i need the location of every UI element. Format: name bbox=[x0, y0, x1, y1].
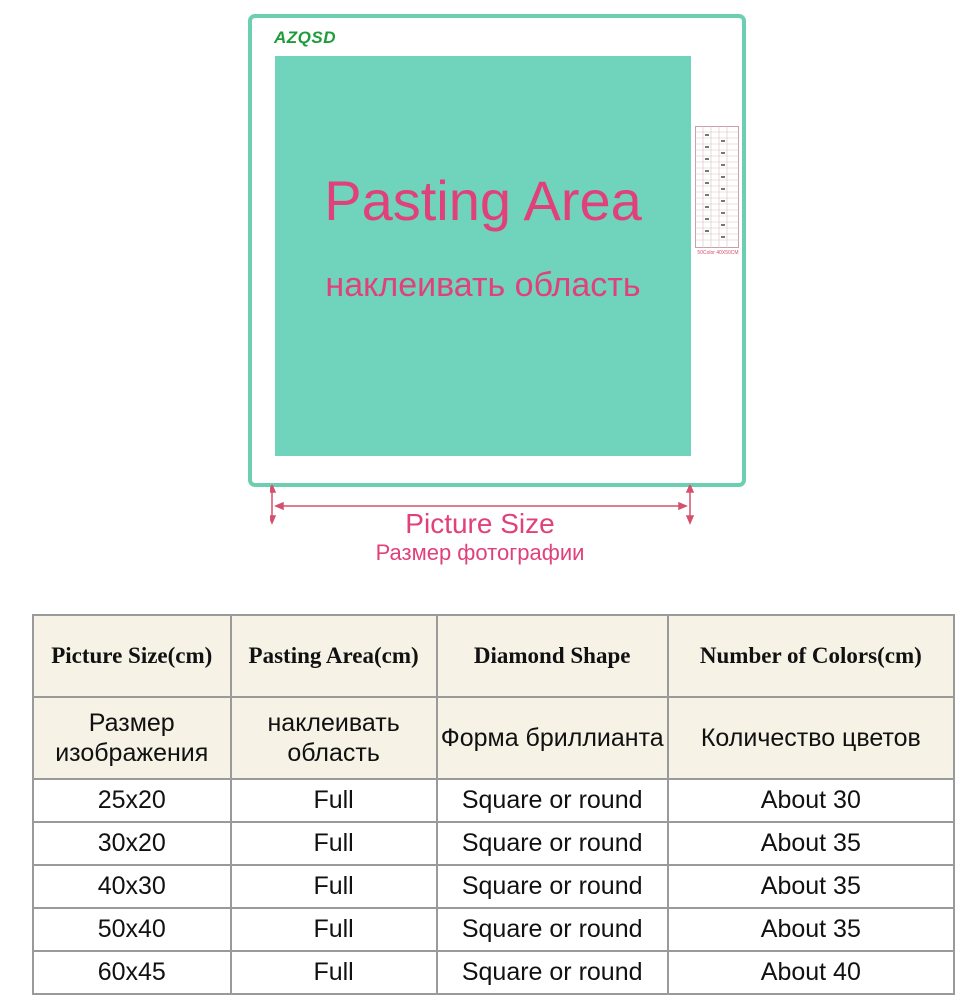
cell-colors: About 35 bbox=[668, 908, 954, 951]
pasting-area-label-en: Pasting Area bbox=[324, 169, 642, 232]
cell-colors: About 35 bbox=[668, 822, 954, 865]
header-diamond-shape: Diamond Shape bbox=[437, 615, 668, 697]
header-number-of-colors: Number of Colors(cm) bbox=[668, 615, 954, 697]
header-picture-size: Picture Size(cm) bbox=[33, 615, 231, 697]
header-picture-size-ru: Размер изображения bbox=[33, 697, 231, 779]
cell-size: 60x45 bbox=[33, 951, 231, 994]
cell-diamond-shape: Square or round bbox=[437, 822, 668, 865]
table-row bbox=[33, 951, 954, 994]
cell-pasting-area: Full bbox=[231, 865, 437, 908]
cell-colors: About 40 bbox=[668, 951, 954, 994]
cell-colors: About 30 bbox=[668, 779, 954, 822]
cell-diamond-shape: Square or round bbox=[437, 908, 668, 951]
cell-size: 40x30 bbox=[33, 865, 231, 908]
picture-size-label-ru: Размер фотографии bbox=[375, 540, 585, 565]
pasting-area bbox=[275, 56, 691, 456]
cell-size: 30x20 bbox=[33, 822, 231, 865]
table-header-row-en bbox=[33, 615, 954, 697]
picture-size-label-en: Picture Size bbox=[405, 508, 555, 539]
size-spec-table bbox=[32, 614, 955, 995]
table-header-row-ru bbox=[33, 697, 954, 779]
cell-diamond-shape: Square or round bbox=[437, 865, 668, 908]
cell-pasting-area: Full bbox=[231, 779, 437, 822]
table-row bbox=[33, 908, 954, 951]
cell-diamond-shape: Square or round bbox=[437, 779, 668, 822]
table-row bbox=[33, 822, 954, 865]
pasting-area-label-ru: наклеивать область bbox=[325, 266, 641, 304]
table-row bbox=[33, 865, 954, 908]
cell-pasting-area: Full bbox=[231, 951, 437, 994]
header-number-of-colors-ru: Количество цветов bbox=[668, 697, 954, 779]
cell-colors: About 35 bbox=[668, 865, 954, 908]
table-row bbox=[33, 779, 954, 822]
header-pasting-area: Pasting Area(cm) bbox=[231, 615, 437, 697]
cell-size: 50x40 bbox=[33, 908, 231, 951]
cell-diamond-shape: Square or round bbox=[437, 951, 668, 994]
cell-pasting-area: Full bbox=[231, 822, 437, 865]
color-chart-icon bbox=[695, 126, 739, 248]
header-diamond-shape-ru: Форма бриллианта bbox=[437, 697, 668, 779]
cell-pasting-area: Full bbox=[231, 908, 437, 951]
cell-size: 25x20 bbox=[33, 779, 231, 822]
color-chart-caption: 50Color 40X50CM bbox=[697, 250, 739, 256]
header-pasting-area-ru: наклеивать область bbox=[231, 697, 437, 779]
brand-logo: AZQSD bbox=[274, 28, 336, 47]
